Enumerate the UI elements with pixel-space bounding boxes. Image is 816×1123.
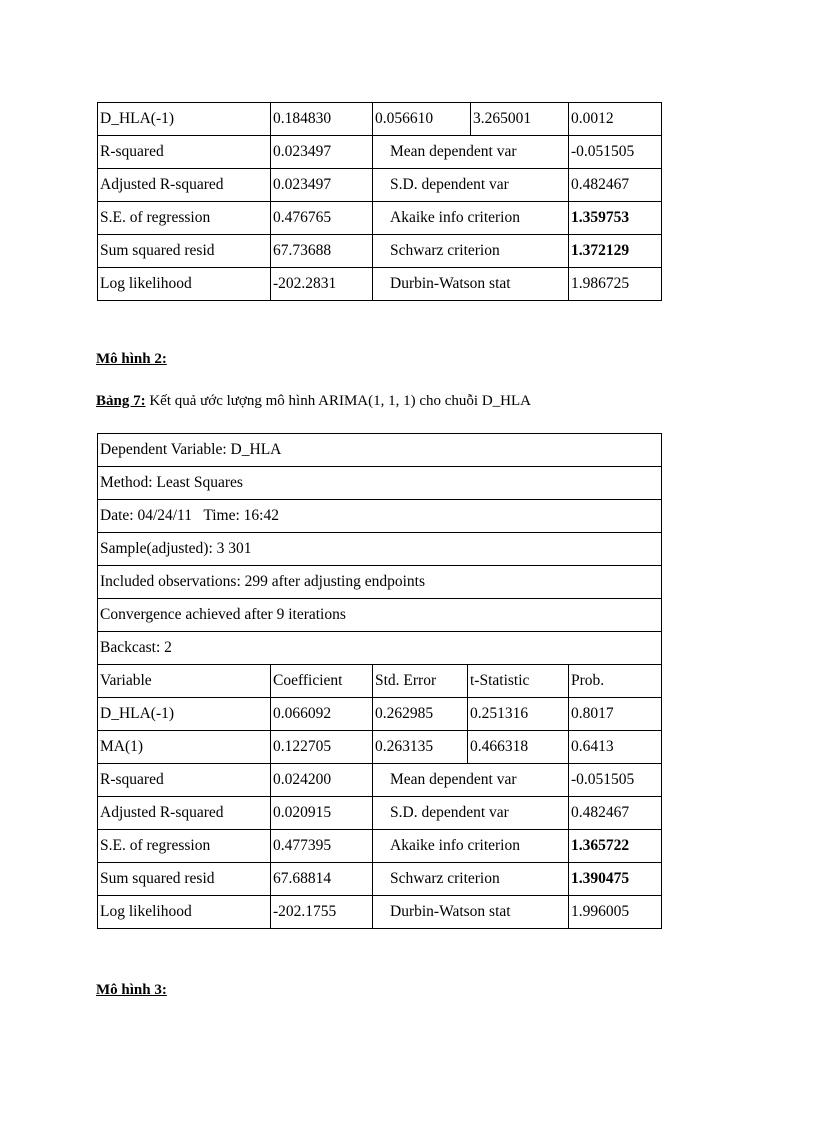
table-cell: Akaike info criterion [373, 830, 569, 863]
table-cell: Sample(adjusted): 3 301 [98, 533, 662, 566]
table-cell: 0.0012 [569, 103, 662, 136]
table-row [98, 103, 662, 136]
column-header: t-Statistic [468, 665, 569, 698]
column-header: Prob. [569, 665, 662, 698]
table-row [98, 169, 662, 202]
table-cell: S.E. of regression [98, 830, 271, 863]
table-cell: -202.2831 [271, 268, 373, 301]
table-cell: 1.986725 [569, 268, 662, 301]
table-cell: 0.6413 [569, 731, 662, 764]
table-cell: 0.482467 [569, 169, 662, 202]
table-cell: Adjusted R-squared [98, 797, 271, 830]
table-cell: 1.996005 [569, 896, 662, 929]
table-row [98, 830, 662, 863]
table-cell: Sum squared resid [98, 235, 271, 268]
table-row [98, 533, 662, 566]
table-cell: 0.056610 [373, 103, 471, 136]
table-cell: S.D. dependent var [373, 169, 569, 202]
table-cell: Schwarz criterion [373, 235, 569, 268]
table-cell: 0.251316 [468, 698, 569, 731]
model-3-heading: Mô hình 3: [96, 982, 167, 998]
table-cell: Akaike info criterion [373, 202, 569, 235]
table-cell: Durbin-Watson stat [373, 896, 569, 929]
table-cell: 1.365722 [569, 830, 662, 863]
table-cell: Mean dependent var [373, 136, 569, 169]
table-cell: 0.122705 [271, 731, 373, 764]
table-cell: 0.020915 [271, 797, 373, 830]
table-row [98, 467, 662, 500]
table-cell: 67.73688 [271, 235, 373, 268]
table-cell: 0.482467 [569, 797, 662, 830]
table-cell: 0.477395 [271, 830, 373, 863]
table-row [98, 731, 662, 764]
table-cell: 1.372129 [569, 235, 662, 268]
table-cell: MA(1) [98, 731, 271, 764]
caption-text: Kết quả ước lượng mô hình ARIMA(1, 1, 1) cho chuỗi D_HLA [145, 393, 532, 409]
table-cell: 1.359753 [569, 202, 662, 235]
table-cell: Included observations: 299 after adjusting endpoints [98, 566, 662, 599]
table-cell: D_HLA(-1) [98, 103, 271, 136]
table-cell: Backcast: 2 [98, 632, 662, 665]
table-cell: Log likelihood [98, 896, 271, 929]
table-cell: 1.390475 [569, 863, 662, 896]
table-row [98, 863, 662, 896]
table-cell: 0.263135 [373, 731, 468, 764]
table-cell: R-squared [98, 136, 271, 169]
table-cell: 0.8017 [569, 698, 662, 731]
table-cell: Log likelihood [98, 268, 271, 301]
table-caption [96, 393, 531, 410]
table-cell: 67.68814 [271, 863, 373, 896]
regression-table-1 [97, 102, 662, 301]
table-cell: 0.476765 [271, 202, 373, 235]
table-cell: 0.066092 [271, 698, 373, 731]
table-row [98, 698, 662, 731]
table-cell: 0.262985 [373, 698, 468, 731]
column-header: Std. Error [373, 665, 468, 698]
table-cell: -0.051505 [569, 764, 662, 797]
table-cell: 0.023497 [271, 136, 373, 169]
table-cell: -202.1755 [271, 896, 373, 929]
table-cell: -0.051505 [569, 136, 662, 169]
table-cell: Adjusted R-squared [98, 169, 271, 202]
table-cell: Convergence achieved after 9 iterations [98, 599, 662, 632]
table-row [98, 268, 662, 301]
table-cell: S.D. dependent var [373, 797, 569, 830]
table-row [98, 202, 662, 235]
table-header-row [98, 665, 662, 698]
table-cell: 0.466318 [468, 731, 569, 764]
table-cell: Durbin-Watson stat [373, 268, 569, 301]
table-row [98, 566, 662, 599]
table-cell: R-squared [98, 764, 271, 797]
table-cell: 0.024200 [271, 764, 373, 797]
table-row [98, 434, 662, 467]
table-row [98, 764, 662, 797]
table-cell: D_HLA(-1) [98, 698, 271, 731]
table-row [98, 235, 662, 268]
model-2-heading: Mô hình 2: [96, 351, 167, 367]
table-cell: Sum squared resid [98, 863, 271, 896]
table-cell: Date: 04/24/11 Time: 16:42 [98, 500, 662, 533]
regression-table-2 [97, 433, 662, 929]
column-header: Coefficient [271, 665, 373, 698]
table-row [98, 599, 662, 632]
table-row [98, 632, 662, 665]
table-row [98, 797, 662, 830]
table-row [98, 500, 662, 533]
table-cell: 3.265001 [471, 103, 569, 136]
table-cell: 0.184830 [271, 103, 373, 136]
table-cell: 0.023497 [271, 169, 373, 202]
table-cell: Dependent Variable: D_HLA [98, 434, 662, 467]
table-cell: Mean dependent var [373, 764, 569, 797]
column-header: Variable [98, 665, 271, 698]
table-cell: Method: Least Squares [98, 467, 662, 500]
table-row [98, 136, 662, 169]
table-cell: Schwarz criterion [373, 863, 569, 896]
table-cell: S.E. of regression [98, 202, 271, 235]
table-row [98, 896, 662, 929]
caption-label: Bảng 7: [96, 393, 146, 409]
